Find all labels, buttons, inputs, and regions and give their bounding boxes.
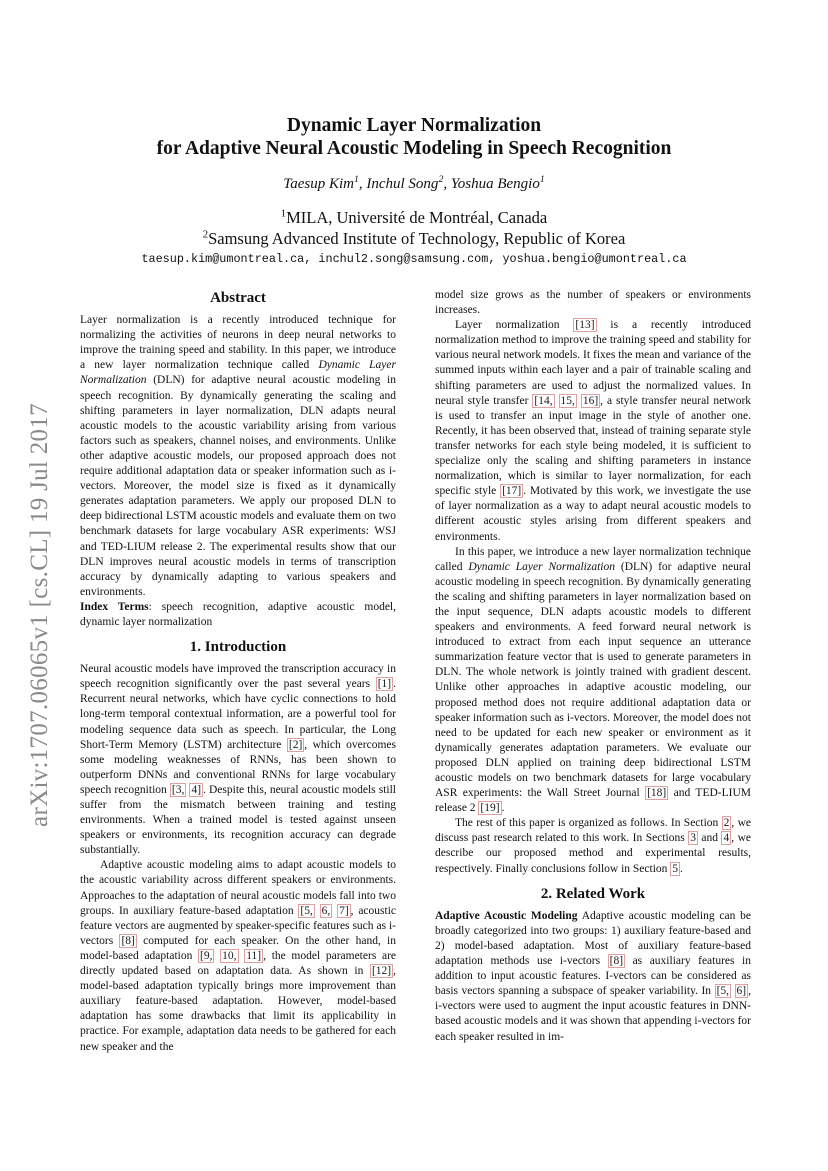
citation-link[interactable]: 11]: [246, 949, 262, 962]
affiliation-marker: 1: [353, 174, 359, 185]
index-terms-label: Index Terms: [80, 600, 149, 613]
abstract-text: [80, 313, 396, 600]
author-name: Yoshua Bengio: [450, 176, 540, 192]
intro-paragraph-1: [80, 662, 396, 858]
citation-link[interactable]: [12]: [371, 965, 392, 978]
intro-paragraph-2: [80, 858, 396, 1054]
section-link[interactable]: 4: [723, 832, 730, 845]
text-run: and: [697, 832, 722, 845]
text-run: Layer normalization: [455, 319, 574, 332]
section-link[interactable]: 2: [723, 817, 730, 830]
runin-heading: Adaptive Acoustic Modeling: [435, 909, 578, 922]
text-run: Neural acoustic models have improved the transcription accuracy in speech recognition significantly over the past several years: [80, 663, 396, 691]
text-run: is a recently introduced normalization method to improve the training speed and stability for various neural network models. It fixes the mean and variance of the summed inputs within each layer and a pair of trainable scaling and shifting parameters are used to adjust the normalized values. In neural style transfer: [435, 319, 751, 407]
text-run: . Recurrent neural networks, which have cyclic connections to hold long-term temporal contextual information, are a powerful tool for modeling sequence data such as speech. In particular, the Long Short-Term Memory (LSTM) architecture: [80, 678, 396, 751]
author-name: Inchul Song: [366, 176, 439, 192]
citation-link[interactable]: [9,: [200, 949, 213, 962]
text-run: Adaptive acoustic modeling aims to adapt acoustic models to the acoustic variability across different speakers or environments. Approaches to the adaptation of neural acoustic models fall into two groups. In auxiliary feature-based adaptation: [80, 859, 396, 917]
term-emphasis: Dynamic Layer Normalization: [468, 560, 615, 573]
right-column: [435, 288, 751, 1045]
citation-link[interactable]: [3,: [171, 783, 185, 796]
citation-link[interactable]: [2]: [288, 738, 303, 751]
text-run: Adaptive acoustic modeling can be broadly categorized into two groups: 1) auxiliary feature-based and 2) model-based adaptation. Most of auxiliary feature-based adaptation methods use i-vectors: [435, 909, 752, 968]
text-run: , the model parameters are directly updated based on adaptation data. As shown in: [80, 949, 397, 978]
text-run: The rest of this paper is organized as follows. In Section: [455, 817, 722, 830]
author-emails: taesup.kim@umontreal.ca, inchul2.song@samsung.com, yoshua.bengio@umontreal.ca: [141, 252, 687, 266]
text-run: and TED-LIUM release 2: [435, 787, 751, 815]
text-run: (DLN) for adaptive neural acoustic modeling in speech recognition. By dynamically generating the scaling and shifting parameters in layer normalization based on the input sequence, DLN adapts acoustic models to different speakers and environments. A feed forward neural network is introduced to extract from each input sequence an utterance summarization feature vector that is used to generate parameters in DLN. The whole network is jointly trained with gradient descent. Unlike other approaches in adaptive acoustic modeling, our proposed method does not require additional adaptation data or speaker information such as i-vectors. Moreover, the model does not need to be updated for each new speaker or environment as it dynamically generates adaptation parameters. We evaluate our proposed DLN applied on training deep bidirectional LSTM acoustic models on two benchmark datasets for large vocabulary ASR experiments: the Wall Street Journal: [435, 560, 751, 800]
affiliation-marker: 2: [202, 228, 209, 241]
citation-link[interactable]: [8]: [609, 955, 624, 968]
citation-link[interactable]: 6,: [321, 904, 331, 917]
arxiv-sidebar: [18, 375, 62, 855]
intro-continued-text: model size grows as the number of speakers or environments increases.: [435, 289, 751, 317]
text-run: . Motivated by this work, we investigate the use of layer normalization as a way to adapt neural acoustic models to different acoustic styles arising from different speakers and environments.: [435, 485, 751, 543]
intro-paragraph-3: [435, 318, 751, 544]
citation-link[interactable]: [18]: [647, 787, 667, 800]
text-run: , i-vectors were used to augment the input acoustic features in DNN-based acoustic models and it was shown that appending i-vectors for each speaker resulted in im-: [435, 985, 752, 1043]
related-work-heading: 2. Related Work: [540, 885, 646, 902]
abstract-heading: Abstract: [210, 290, 266, 306]
citation-link[interactable]: [13]: [575, 319, 595, 332]
text-run: In this paper, we introduce a new layer normalization technique called: [435, 545, 751, 573]
text-run: , a style transfer neural network is used to transfer an input image in the style of another one. Recently, it has been observed that, instead of training separate style transfer networks for each style being modeled, it is sufficient to specialize only the scaling and shifting parameters in instance normalization, which is similar to layer normalization, for each specific style: [435, 394, 752, 498]
index-terms: [80, 600, 396, 630]
text-run: as auxiliary features in addition to input acoustic features. I-vectors can be considered as basis vectors spanning a subspace of speaker variability. In: [435, 955, 751, 998]
author-name: Taesup Kim: [283, 176, 354, 192]
citation-link[interactable]: [5,: [716, 985, 730, 998]
paper-title: [0, 114, 828, 160]
affiliation-2: [0, 229, 828, 249]
text-run: , we discuss past research related to this work. In Sections: [435, 817, 752, 845]
citation-link[interactable]: 10,: [222, 949, 237, 962]
title-line-1: Dynamic Layer Normalization: [286, 115, 542, 136]
citation-link[interactable]: 16]: [582, 394, 599, 407]
affiliation-1: [0, 208, 828, 228]
affiliation-marker: 2: [438, 174, 444, 185]
title-line-2: for Adaptive Neural Acoustic Modeling in Speech Recognition: [156, 138, 672, 159]
section-link[interactable]: 3: [690, 832, 696, 845]
author-list: Taesup Kim$^1$, Inchul Song$^2$, Yoshua Bengio$^1$: [283, 174, 545, 192]
affiliation-text: MILA, Université de Montréal, Canada: [286, 208, 548, 227]
citation-link[interactable]: 7]: [339, 904, 349, 917]
intro-paragraph-5: [435, 816, 751, 876]
text-run: computed for each speaker. On the other hand, in model-based adaptation: [80, 934, 396, 962]
citation-link[interactable]: [1]: [377, 678, 392, 691]
intro-heading: 1. Introduction: [189, 639, 287, 656]
citation-link[interactable]: [8]: [121, 934, 135, 947]
index-terms-text: : speech recognition, adaptive acoustic model, dynamic layer normalization: [80, 600, 397, 628]
text-run: (DLN) for adaptive neural acoustic modeling in speech recognition. By dynamically generating the scaling and shifting parameters in layer normalization, DLN adapts neural acoustic models to the acoustic variability arising from various factors such as speakers, channel noises, and environments. Unlike other adaptive acoustic models, our proposed approach does not require additional adaptation data or speaker information such as i-vectors. Moreover, the model size is fixed as it dynamically generates adaptation parameters. We apply our proposed DLN to deep bidirectional LSTM acoustic models and evaluate them on two benchmark datasets for large vocabulary ASR experiments: WSJ and TED-LIUM release 2. The experimental results show that our DLN improves neural acoustic models in terms of transcription accuracy by dynamically adapting to various speakers and environments.: [80, 374, 396, 598]
text-run: , which overcomes some modeling weaknesses of RNNs, has been shown to outperform DNNs and conventional RNNs for large vocabulary speech recognition: [80, 738, 396, 796]
citation-link[interactable]: 4]: [191, 783, 202, 796]
citation-link[interactable]: [17]: [502, 485, 522, 498]
text-run: , acoustic feature vectors are augmented by speaker-specific features such as i-vectors: [80, 904, 397, 947]
arxiv-identifier: arXiv:1707.06065v1 [cs.CL] 19 Jul 2017: [26, 403, 53, 827]
citation-link[interactable]: [14,: [534, 394, 553, 407]
citation-link[interactable]: [5,: [300, 904, 313, 917]
text-run: .: [501, 802, 505, 815]
text-run: . Despite this, neural acoustic models still suffer from the mismatch between training and testing environments. When a trained model is tested against unseen speakers or environments, its recognition accuracy can degrade substantially.: [80, 783, 396, 857]
affiliation-text: Samsung Advanced Institute of Technology, Republic of Korea: [208, 229, 626, 248]
related-work-paragraph: [435, 909, 751, 1045]
term-emphasis: Dynamic Layer Normalization: [80, 359, 396, 387]
section-link[interactable]: 5: [672, 862, 679, 875]
affiliation-marker: 1: [280, 207, 287, 220]
citation-link[interactable]: 6]: [736, 985, 747, 998]
intro-paragraph-4: [435, 545, 751, 817]
text-run: .: [680, 862, 683, 875]
citation-link[interactable]: 15,: [560, 394, 575, 407]
left-column: [80, 288, 396, 1055]
text-run: , model-based adaptation typically brings more improvement than auxiliary feature-based adaptation. However, model-based adaptation has some drawbacks that limit its applicability in practice. For example, adaptation data needs to be gathered for each new speaker and the: [80, 965, 396, 1053]
affiliation-marker: 1: [539, 174, 545, 185]
text-run: Layer normalization is a recently introduced technique for normalizing the activities of neurons in deep neural networks to improve the training speed and stability. In this paper, we introduce a new layer normalization technique called: [80, 314, 396, 372]
text-run: , we describe our proposed method and experimental results, respectively. Finally conclusions follow in Section: [435, 832, 751, 875]
citation-link[interactable]: [19]: [480, 802, 500, 815]
